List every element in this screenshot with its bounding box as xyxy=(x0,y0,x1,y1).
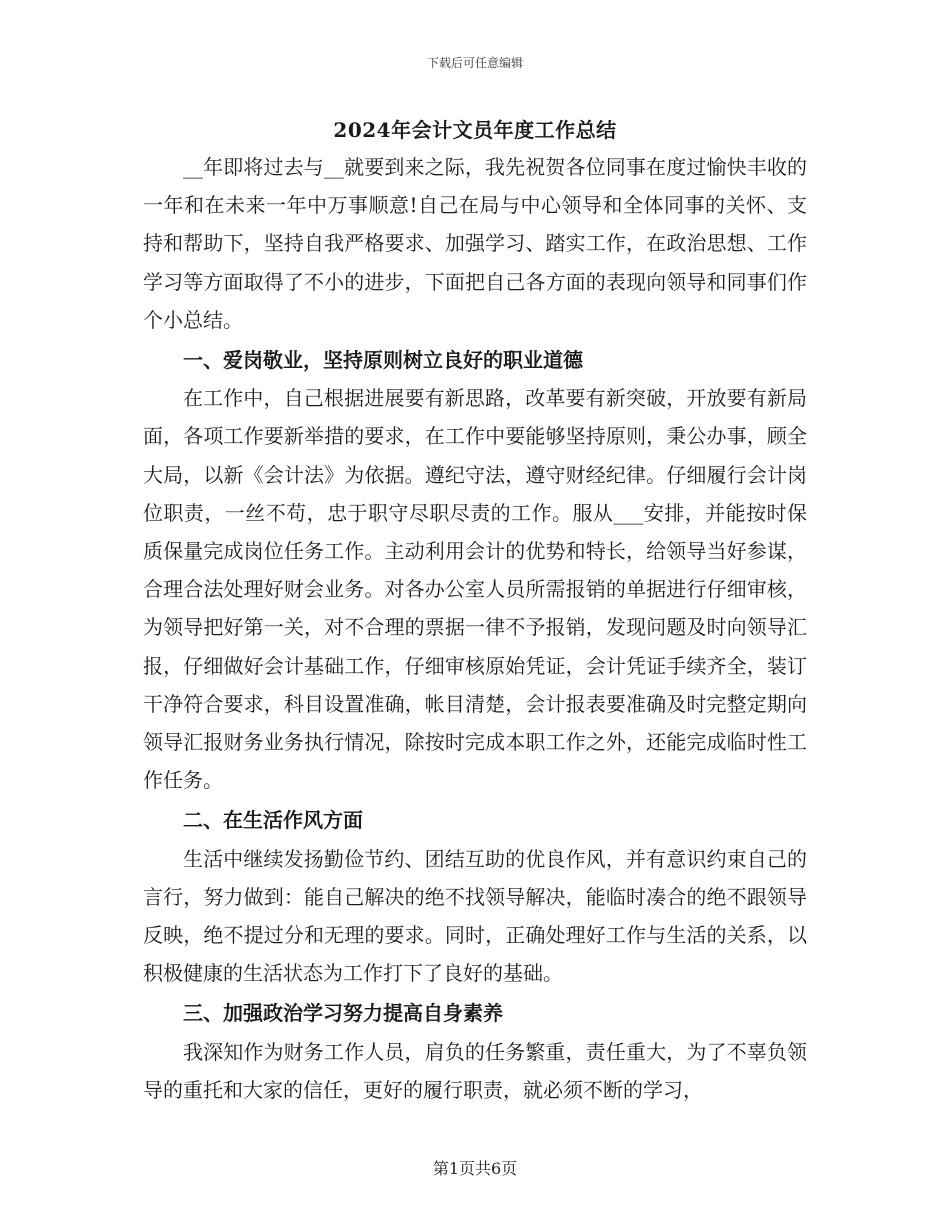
section-heading-1: 一、爱岗敬业，坚持原则树立良好的职业道德 xyxy=(183,348,583,373)
page-title: 2024年会计文员年度工作总结 xyxy=(333,118,617,142)
header-note: 下载后可任意编辑 xyxy=(426,56,523,70)
section-paragraph-3: 我深知作为财务工作人员，肩负的任务繁重，责任重大，为了不辜负领导的重托和大家的信任，更好的履行职责，就必须不断的学习， xyxy=(143,1039,807,1102)
intro-paragraph: __年即将过去与__就要到来之际，我先祝贺各位同事在度过愉快丰收的一年和在未来一年中万事顺意!自己在局与中心领导和全体同事的关怀、支持和帮助下，坚持自我严格要求、加强学习、踏实工作，在政治思想、工作学习等方面取得了不小的进步，下面把自己各方面的表现向领导和同事们作个小总结。 xyxy=(143,155,807,332)
document-body xyxy=(143,148,807,1109)
page-number: 第1页共6页 xyxy=(432,1159,518,1178)
section-heading-3: 三、加强政治学习努力提高自身素养 xyxy=(183,1001,503,1026)
section-paragraph-1: 在工作中，自己根据进展要有新思路，改革要有新突破，开放要有新局面，各项工作要新举措的要求，在工作中要能够坚持原则，秉公办事，顾全大局，以新《会计法》为依据。遵纪守法，遵守财经纪律。仔细履行会计岗位职责，一丝不苟，忠于职守尽职尽责的工作。服从___安排，并能按时保质保量完成岗位任务工作。主动利用会计的优势和特长，给领导当好参谋，合理合法处理好财会业务。对各办公室人员所需报销的单据进行仔细审核，为领导把好第一关，对不合理的票据一律不予报销，发现问题及时向领导汇报，仔细做好会计基础工作，仔细审核原始凭证，会计凭证手续齐全，装订干净符合要求，科目设置准确，帐目清楚，会计报表要准确及时完整定期向领导汇报财务业务执行情况，除按时完成本职工作之外，还能完成临时性工作任务。 xyxy=(143,386,807,793)
section-paragraph-2: 生活中继续发扬勤俭节约、团结互助的优良作风，并有意识约束自己的言行，努力做到：能自己解决的绝不找领导解决，能临时凑合的绝不跟领导反映，绝不提过分和无理的要求。同时，正确处理好工作与生活的关系，以积极健康的生活状态为工作打下了良好的基础。 xyxy=(143,846,807,986)
section-heading-2: 二、在生活作风方面 xyxy=(183,808,363,833)
